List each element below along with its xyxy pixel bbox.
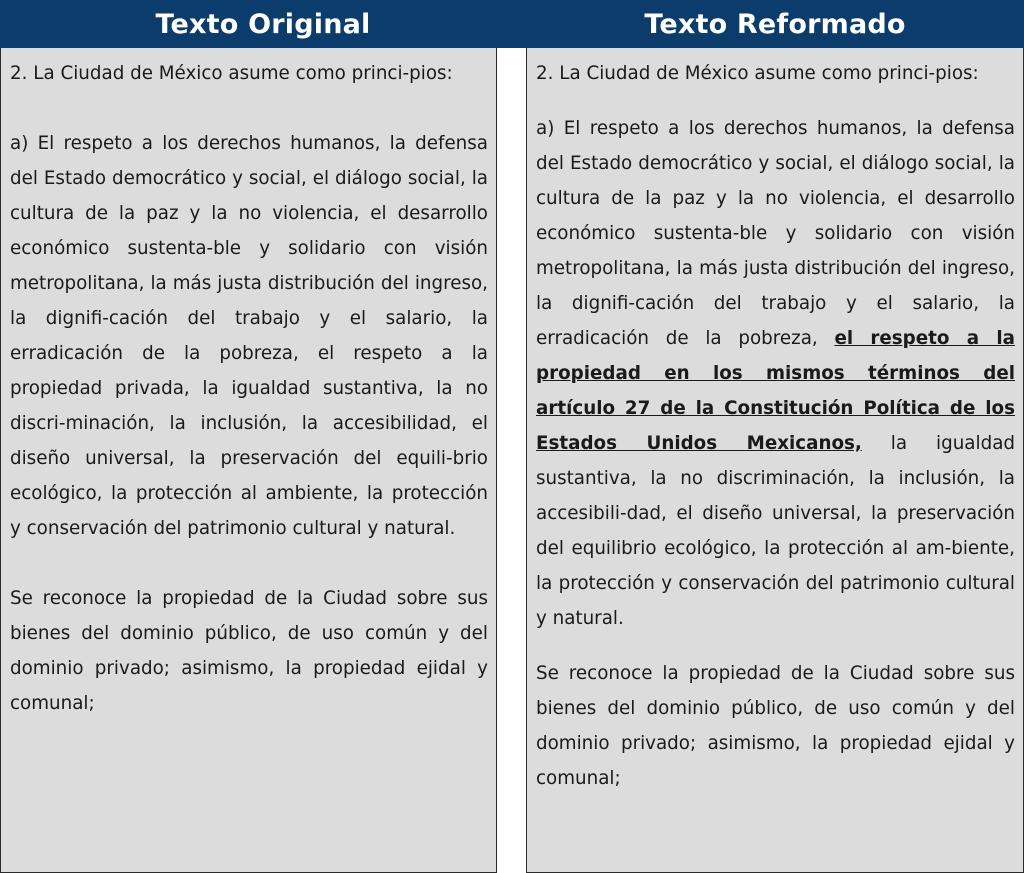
reformed-header: Texto Reformado [526, 0, 1024, 48]
original-paragraph-1: 2. La Ciudad de México asume como princi-pios: [10, 63, 453, 84]
original-paragraph-2: a) El respeto a los derechos humanos, la defensa del Estado democrático y social, el diálogo social, la cultura de la paz y la no violencia, el desarrollo económico sustenta-ble y solidario con visión metropolitana, la más justa distribución del ingreso, la dignifi-cación del trabajo y el salario, la erradicación de la pobreza, el respeto a la propiedad privada, la igualdad sustantiva, la no discri-minación, la inclusión, la accesibilidad, el diseño universal, la preservación del equili-brio ecológico, la protección al ambiente, la protección y conservación del patrimonio cultural y natural. [10, 133, 488, 539]
reformed-body [526, 48, 1024, 873]
reformed-paragraph-3: Se reconoce la propiedad de la Ciudad sobre sus bienes del dominio público, de uso común y del dominio privado; asimismo, la propiedad ejidal y comunal; [536, 663, 1015, 789]
reformed-text-before: a) El respeto a los derechos humanos, la defensa del Estado democrático y social, el diálogo social, la cultura de la paz y la no violencia, el desarrollo económico sustenta-ble y solidario con visión metropolitana, la más justa distribución del ingreso, la dignifi-cación del trabajo y el salario, la erradicación de la pobreza, [536, 118, 1015, 349]
reformed-text-after: la igualdad sustantiva, la no discriminación, la inclusión, la accesibili-dad, el diseño universal, la preservación del equilibrio ecológico, la protección al am-biente, la protección y conservación del patrimonio cultural y natural. [536, 433, 1015, 629]
original-paragraph-3: Se reconoce la propiedad de la Ciudad sobre sus bienes del dominio público, de uso común y del dominio privado; asimismo, la propiedad ejidal y comunal; [10, 588, 488, 714]
original-header: Texto Original [0, 0, 526, 48]
original-body [0, 48, 497, 873]
original-column [0, 0, 497, 873]
reformed-column [526, 0, 1024, 873]
reformed-highlight: el respeto a la propiedad en los mismos términos del artículo 27 de la Constitución Política de los Estados Unidos Mexicanos, [536, 328, 1015, 454]
reformed-paragraph-1: 2. La Ciudad de México asume como princi-pios: [536, 63, 979, 84]
reformed-paragraph-2 [536, 111, 1015, 636]
